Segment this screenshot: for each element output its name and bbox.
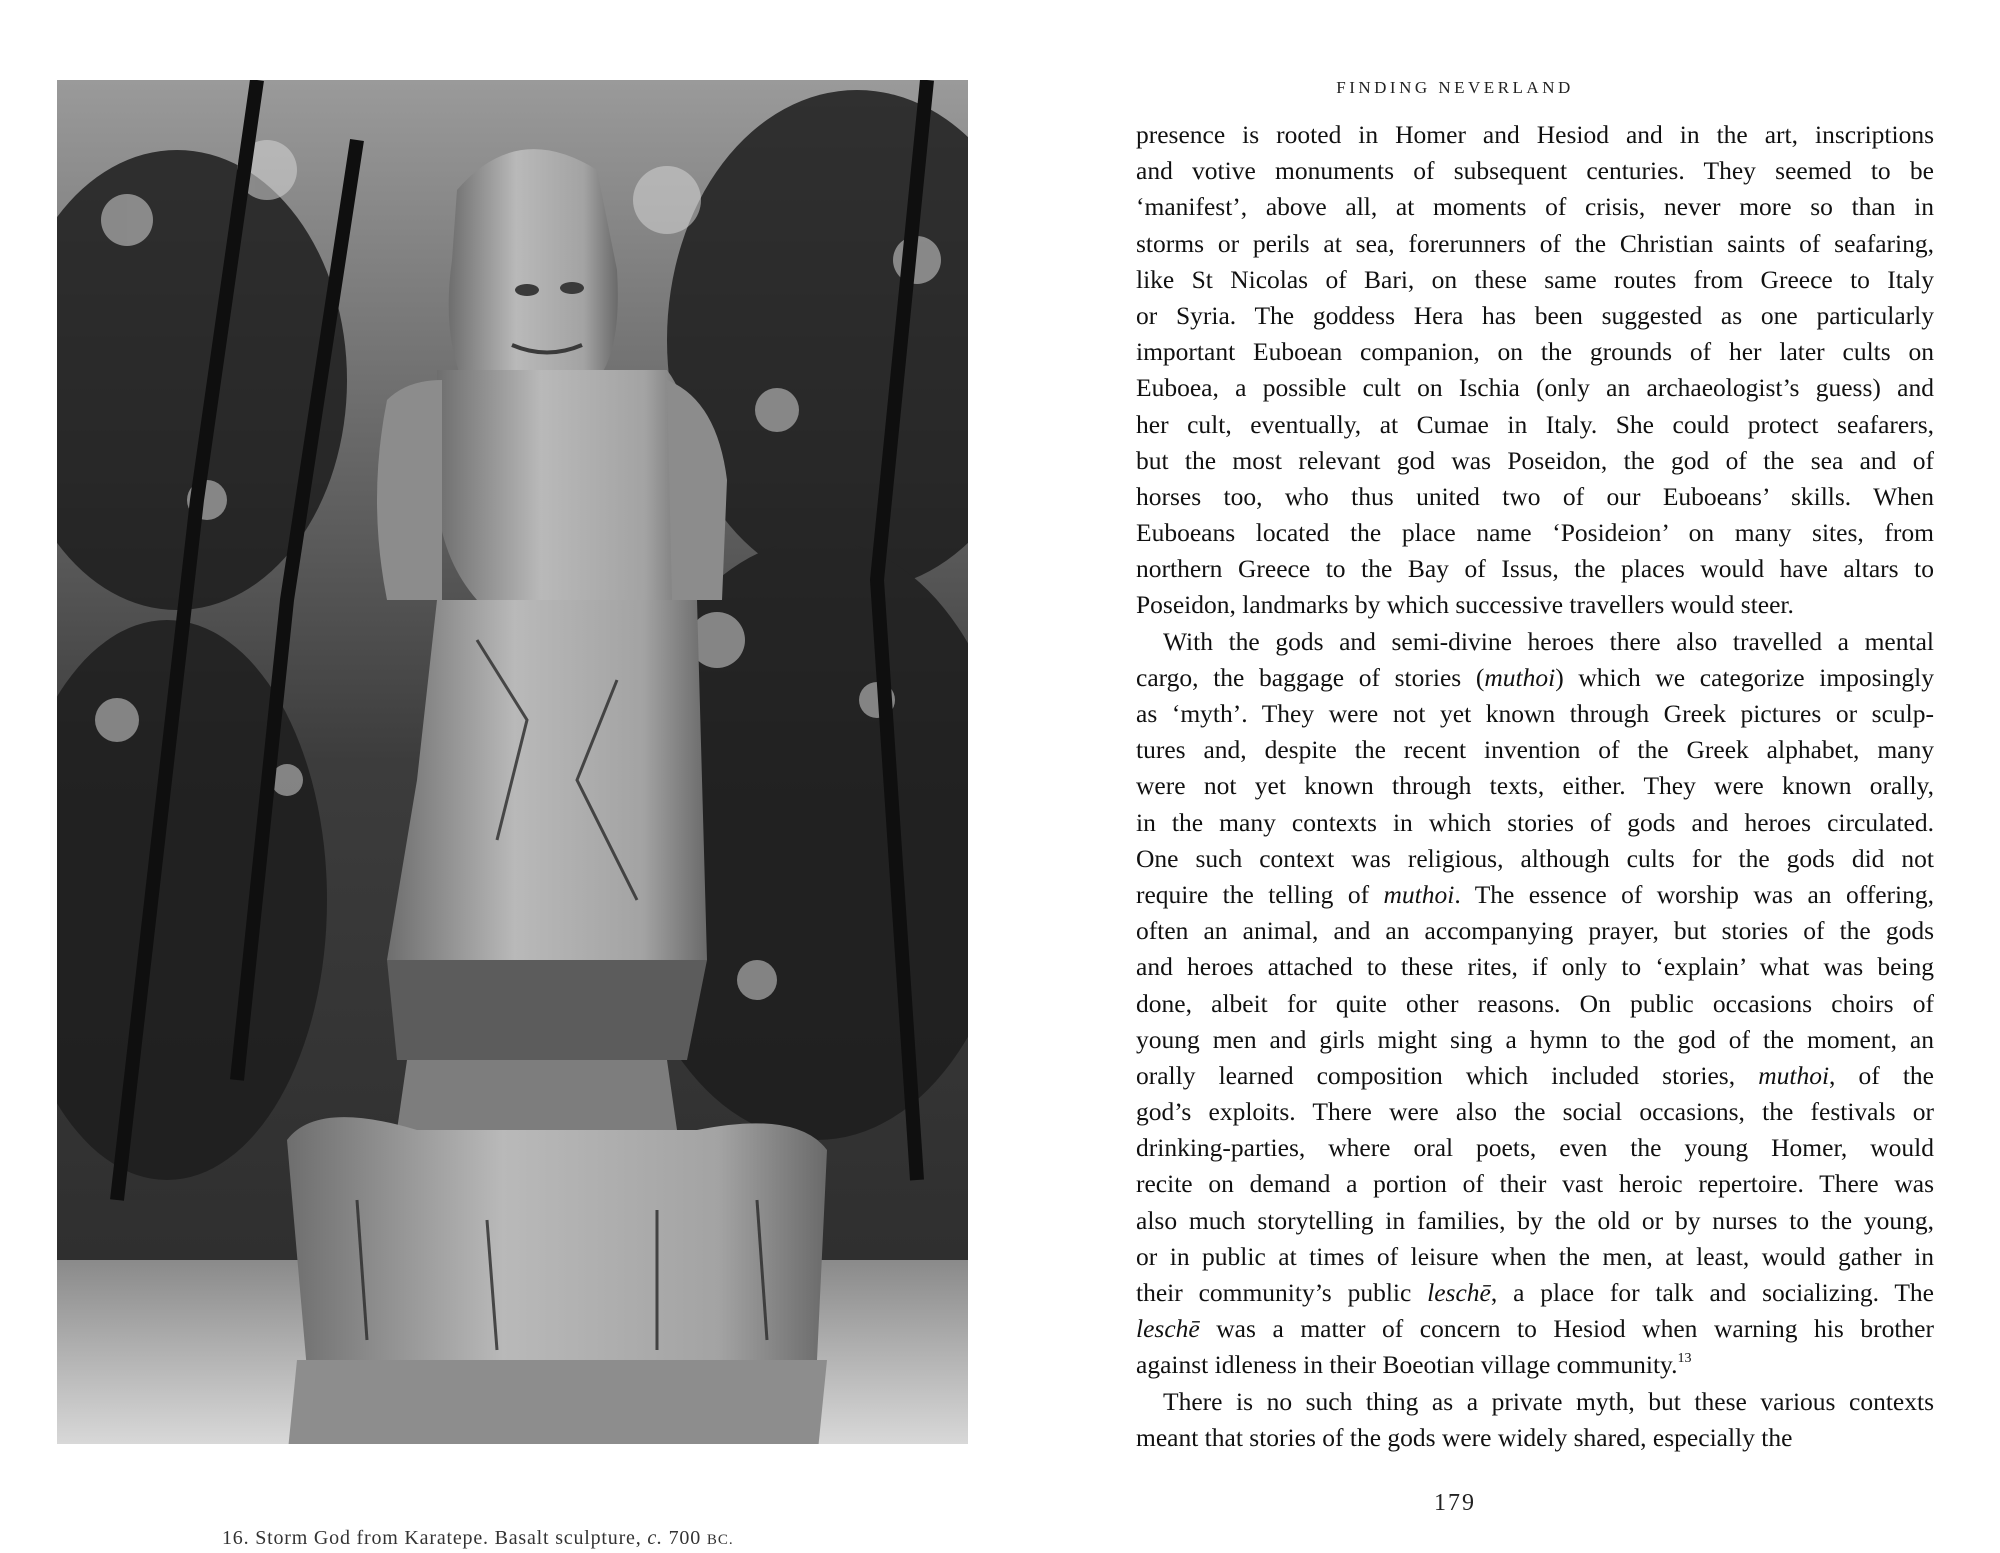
italic-term: muthoi (1758, 1060, 1830, 1090)
text-line: orally learned composition which included stories, muthoi, of the (1136, 1060, 1934, 1090)
text-line: tures and, despite the recent invention of the Greek alphabet, many (1136, 735, 1934, 765)
text-line: Poseidon, landmarks by which successive travellers would steer. (1136, 590, 1794, 620)
caption-circa: c. (647, 1527, 663, 1549)
caption-title: Storm God from Karatepe. Basalt sculpture, (255, 1527, 642, 1549)
text-line: and heroes attached to these rites, if only to ‘explain’ what was being (1136, 952, 1934, 982)
text-line: done, albeit for quite other reasons. On public occasions choirs of (1136, 988, 1934, 1018)
body-text (1136, 117, 1934, 1456)
text-line: against idleness in their Boeotian village community.$^{13}$ (1136, 1350, 1692, 1380)
page-number: 179 (1434, 1490, 1476, 1516)
text-line: storms or perils at sea, forerunners of the Christian saints of seafaring, (1136, 228, 1934, 258)
text-line: or in public at times of leisure when the men, at least, would gather in (1136, 1241, 1934, 1271)
text-line: There is no such thing as a private myth, but these various contexts (1163, 1386, 1934, 1416)
footnote-ref[interactable]: 13 (1677, 1351, 1692, 1367)
text-line: and votive monuments of subsequent centuries. They seemed to be (1136, 156, 1934, 186)
text-line: horses too, who thus united two of our Euboeans’ skills. When (1136, 481, 1934, 511)
text-line: northern Greece to the Bay of Issus, the places would have altars to (1136, 554, 1934, 584)
text-line: Euboeans located the place name ‘Posideion’ on many sites, from (1136, 518, 1934, 548)
text-line: drinking-parties, where oral poets, even the young Homer, would (1136, 1133, 1934, 1163)
text-line: but the most relevant god was Poseidon, the god of the sea and of (1136, 445, 1934, 475)
caption-era: BC. (706, 1532, 734, 1548)
text-line: like St Nicolas of Bari, on these same routes from Greece to Italy (1136, 264, 1934, 294)
text-line: meant that stories of the gods were widely shared, especially the (1136, 1422, 1793, 1452)
figure-caption (222, 1527, 734, 1550)
right-page (1000, 0, 2000, 1553)
text-line: Euboea, a possible cult on Ischia (only an archaeologist’s guess) and (1136, 373, 1934, 403)
text-line: god’s exploits. There were also the social occasions, the festivals or (1136, 1097, 1934, 1127)
figure-photo (57, 80, 968, 1444)
text-line: her cult, eventually, at Cumae in Italy. She could protect seafarers, (1136, 409, 1934, 439)
text-line: in the many contexts in which stories of gods and heroes circulated. (1136, 807, 1934, 837)
text-line: cargo, the baggage of stories (muthoi) which we categorize imposingly (1136, 662, 1934, 692)
text-line: ‘manifest’, above all, at moments of crisis, never more so than in (1136, 192, 1934, 222)
caption-date: 700 (668, 1527, 702, 1549)
italic-term: leschē (1136, 1314, 1200, 1344)
text-line: recite on demand a portion of their vast heroic repertoire. There was (1136, 1169, 1934, 1199)
text-line: were not yet known through texts, either. They were known orally, (1136, 771, 1934, 801)
text-line: important Euboean companion, on the grounds of her later cults on (1136, 337, 1934, 367)
text-line: With the gods and semi-divine heroes there also travelled a mental (1163, 626, 1934, 656)
text-line: require the telling of muthoi. The essence of worship was an offering, (1136, 879, 1934, 909)
text-line: also much storytelling in families, by the old or by nurses to the young, (1136, 1205, 1934, 1235)
text-line: One such context was religious, although cults for the gods did not (1136, 843, 1934, 873)
running-head: FINDING NEVERLAND (1336, 78, 1574, 97)
italic-term: muthoi (1383, 879, 1455, 909)
caption-number: 16. (222, 1527, 250, 1549)
italic-term: muthoi (1484, 662, 1556, 692)
italic-term: leschē (1427, 1278, 1491, 1307)
text-line: as ‘myth’. They were not yet known through Greek pictures or sculp- (1136, 699, 1934, 728)
text-line: their community’s public leschē, a place for talk and socializing. The (1136, 1278, 1934, 1307)
text-line: young men and girls might sing a hymn to the god of the moment, an (1136, 1024, 1934, 1054)
text-line: or Syria. The goddess Hera has been suggested as one particularly (1136, 300, 1934, 330)
text-line: often an animal, and an accompanying prayer, but stories of the gods (1136, 916, 1934, 946)
text-line: presence is rooted in Homer and Hesiod and in the art, inscriptions (1136, 120, 1934, 149)
text-line: leschē was a matter of concern to Hesiod when warning his brother (1136, 1314, 1934, 1344)
statue-photo-illustration (57, 80, 968, 1444)
